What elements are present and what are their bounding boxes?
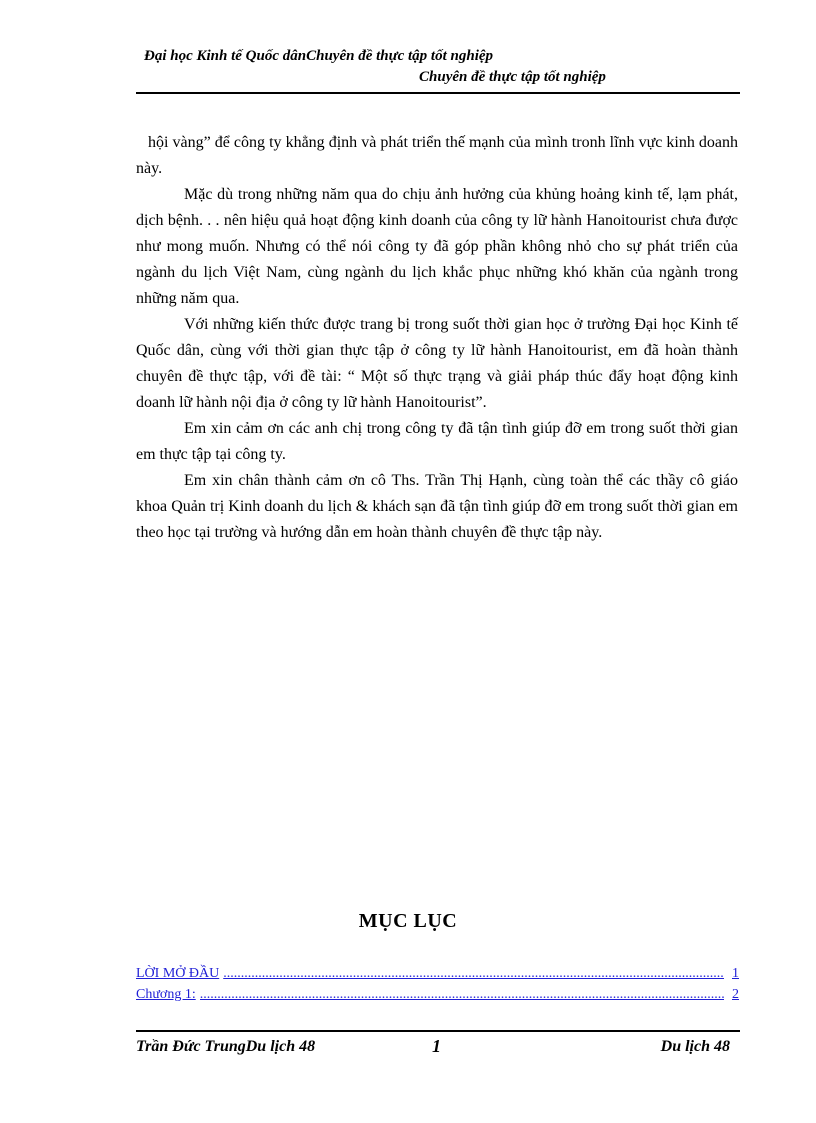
toc-leader-dots bbox=[200, 987, 724, 1003]
paragraph-2: Mặc dù trong những năm qua do chịu ảnh hưởng của khủng hoảng kinh tế, lạm phát, dịch bệnh. . . nên hiệu quả hoạt động kinh doanh của công ty lữ hành Hanoitourist chưa được như mong muốn. Nhưng có thể nói công ty đã góp phần không nhỏ cho sự phát triển của ngành du lịch Việt Nam, cùng ngành du lịch khắc phục những khó khăn của ngành trong những năm qua. bbox=[136, 186, 738, 307]
paragraph-5: Em xin chân thành cảm ơn cô Ths. Trần Thị Hạnh, cùng toàn thể các thầy cô giáo khoa Quản trị Kinh doanh du lịch & khách sạn đã tận tình giúp đỡ em trong suốt thời gian em theo học tại trường và hướng dẫn em hoàn thành chuyên đề thực tập này. bbox=[136, 472, 738, 541]
toc-leader-dots bbox=[223, 966, 724, 982]
header-line-1: Đại học Kinh tế Quốc dânChuyên đề thực tập tốt nghiệp bbox=[144, 48, 494, 64]
toc-entry-page[interactable]: 1 bbox=[732, 966, 739, 981]
toc-entry-label[interactable]: Chương 1: bbox=[136, 987, 196, 1002]
footer-author: Trần Đức TrungDu lịch 48 bbox=[136, 1038, 316, 1055]
paragraph-3: Với những kiến thức được trang bị trong suốt thời gian học ở trường Đại học Kinh tế Quốc dân, cùng với thời gian thực tập ở công ty lữ hành Hanoitourist, em đã hoàn thành chuyên đề thực tập, với đề tài: “ Một số thực trạng và giải pháp thúc đẩy hoạt động kinh doanh lữ hành nội địa ở công ty lữ hành Hanoitourist”. bbox=[136, 316, 738, 411]
page-footer bbox=[136, 1030, 740, 1062]
toc-entry-chuong-1[interactable] bbox=[136, 987, 739, 1008]
toc-entry-label[interactable]: LỜI MỞ ĐẦU bbox=[136, 966, 220, 981]
toc-entry-page[interactable]: 2 bbox=[732, 987, 739, 1002]
toc-title: MỤC LỤC bbox=[358, 910, 458, 932]
page-header bbox=[136, 46, 740, 94]
paragraph-1: hội vàng” để công ty khẳng định và phát triển thế mạnh của mình tronh lĩnh vực kinh doanh này. bbox=[136, 134, 738, 177]
footer-page-number: 1 bbox=[432, 1036, 441, 1056]
body-text bbox=[136, 130, 738, 546]
footer-class: Du lịch 48 bbox=[660, 1038, 730, 1055]
header-line-2: Chuyên đề thực tập tốt nghiệp bbox=[419, 69, 606, 85]
table-of-contents bbox=[136, 966, 739, 1008]
toc-entry-loi-mo-dau[interactable] bbox=[136, 966, 739, 987]
paragraph-4: Em xin cảm ơn các anh chị trong công ty đã tận tình giúp đỡ em trong suốt thời gian em thực tập tại công ty. bbox=[136, 420, 738, 463]
